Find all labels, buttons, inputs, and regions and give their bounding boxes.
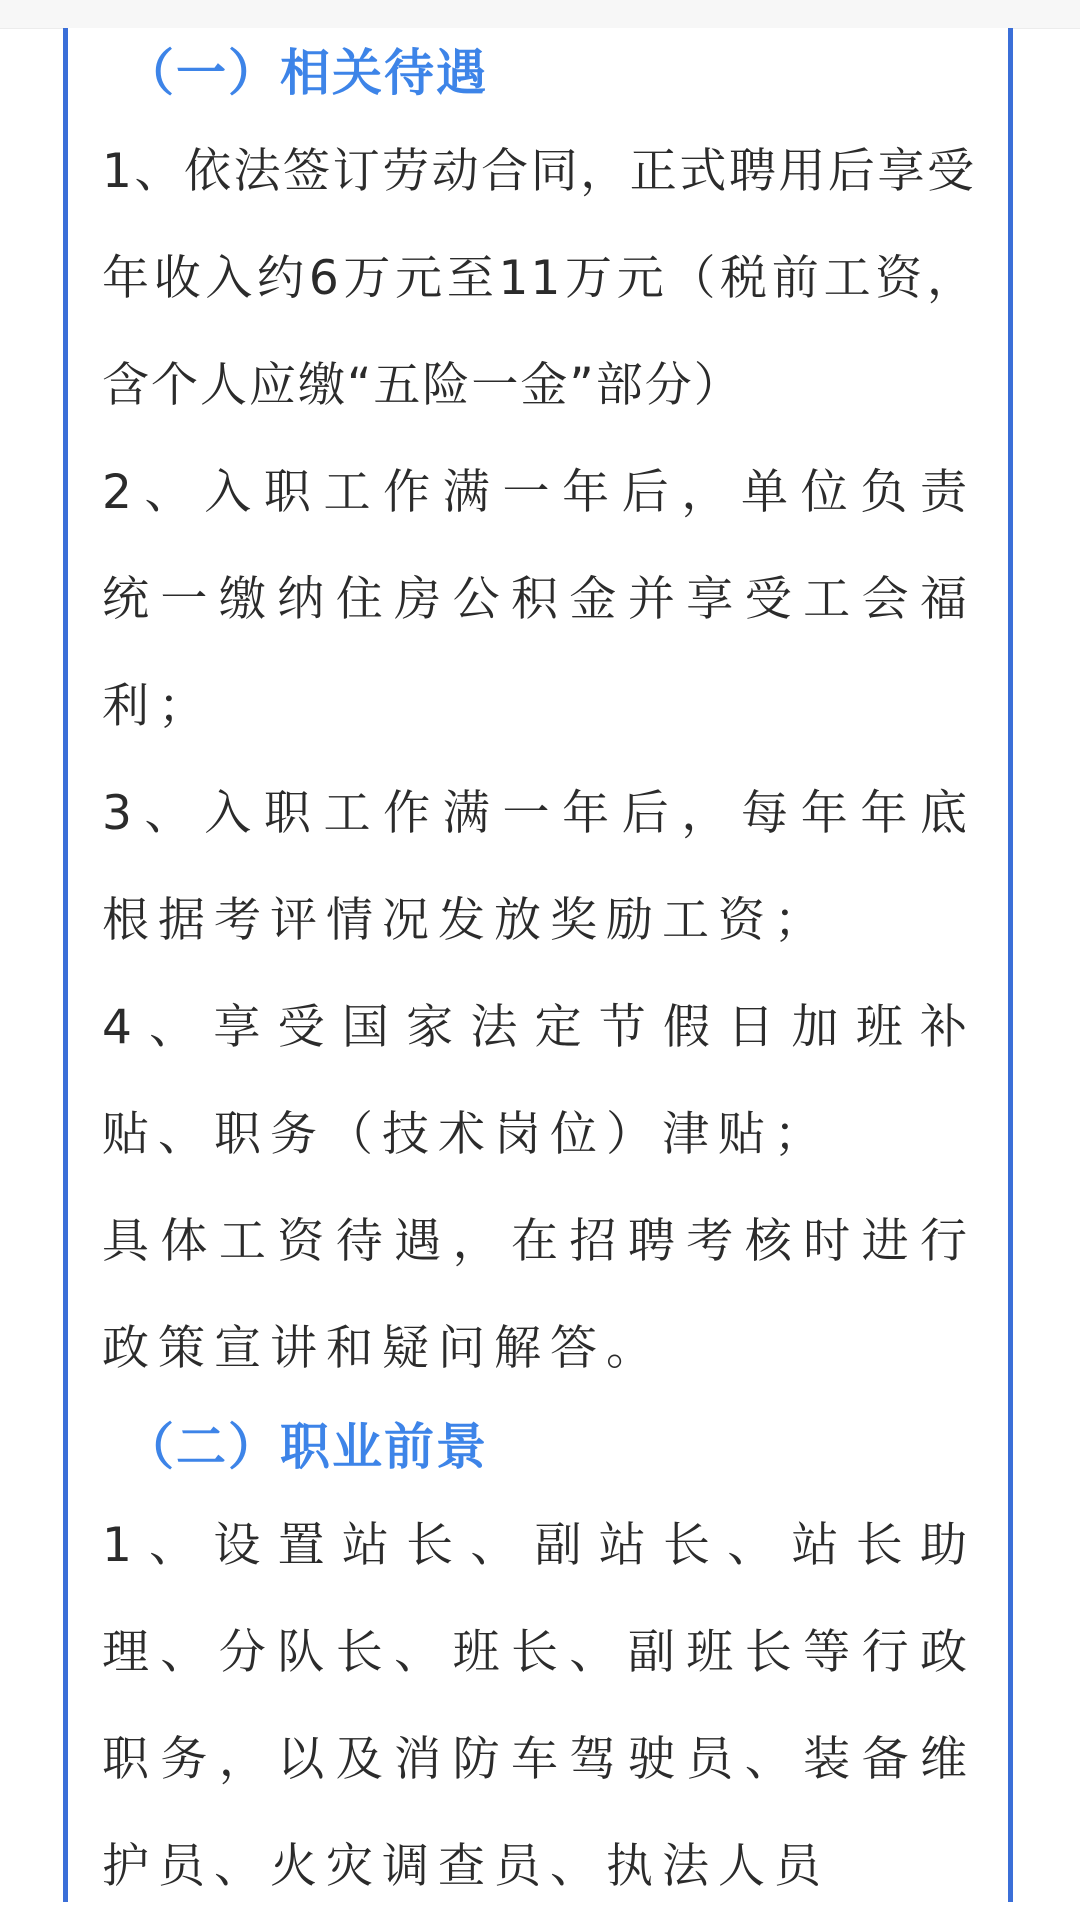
article-body	[102, 28, 976, 1920]
benefit-item-4: 4、享受国家法定节假日加班补贴、职务（技术岗位）津贴；	[102, 1000, 976, 1162]
benefit-item-3: 3、入职工作满一年后，每年年底根据考评情况发放奖励工资；	[102, 786, 976, 948]
section-heading-benefits: （一）相关待遇	[124, 44, 488, 102]
benefit-item-1: 1、依法签订劳动合同，正式聘用后享受年收入约6万元至11万元（税前工资，含个人应缴“五险一金”部分）	[102, 144, 976, 413]
benefit-note: 具体工资待遇，在招聘考核时进行政策宣讲和疑问解答。	[102, 1214, 976, 1376]
career-item-1: 1、设置站长、副站长、站长助理、分队长、班长、副班长等行政职务，以及消防车驾驶员、装备维护员、火灾调查员、执法人员	[102, 1518, 976, 1894]
top-strip	[0, 0, 1080, 29]
benefit-item-2: 2、入职工作满一年后，单位负责统一缴纳住房公积金并享受工会福利；	[102, 465, 976, 734]
section-heading-career: （二）职业前景	[124, 1418, 488, 1476]
